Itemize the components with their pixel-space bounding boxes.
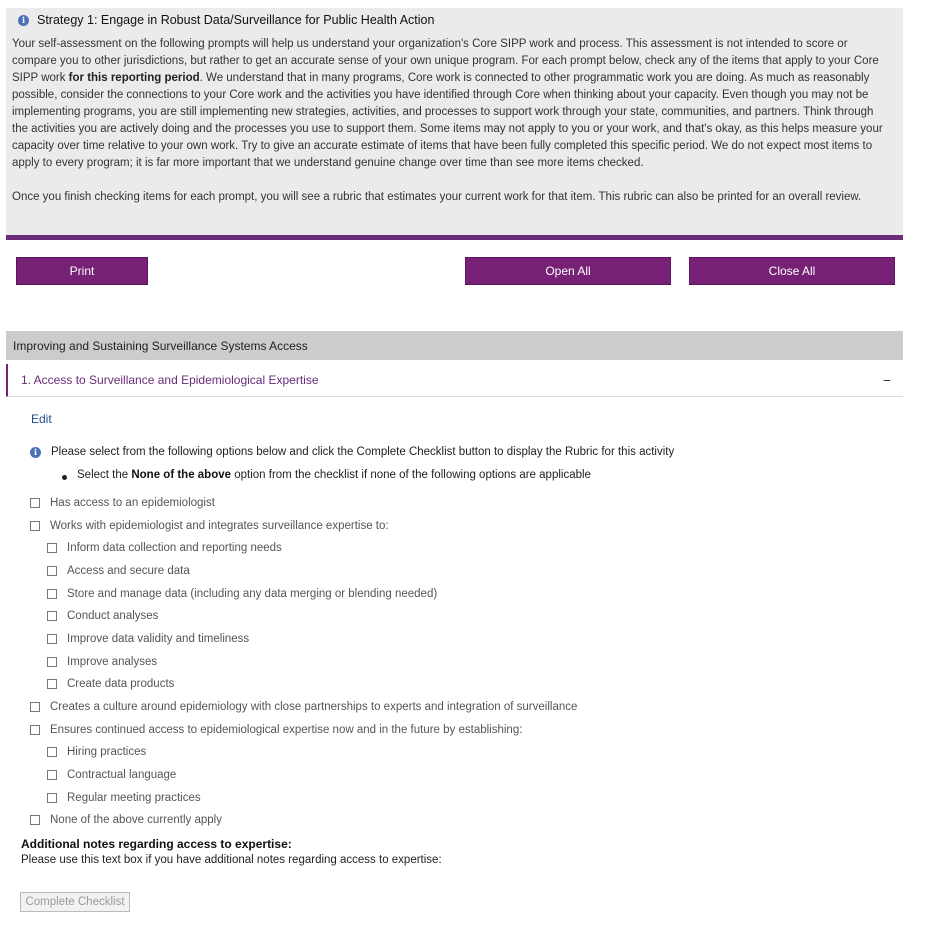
edit-link[interactable]: Edit bbox=[31, 412, 52, 426]
checklist-item[interactable]: Creates a culture around epidemiology with close partnerships to experts and integration of surveillance bbox=[30, 701, 577, 713]
checkbox[interactable] bbox=[47, 793, 57, 803]
notes-subtitle: Please use this text box if you have additional notes regarding access to expertise: bbox=[21, 854, 442, 866]
strategy-title-text: Strategy 1: Engage in Robust Data/Surveillance for Public Health Action bbox=[37, 13, 435, 27]
checklist-subitem[interactable]: Access and secure data bbox=[47, 565, 190, 577]
checklist-subitem[interactable]: Hiring practices bbox=[47, 746, 146, 758]
notes-title: Additional notes regarding access to expertise: bbox=[21, 837, 292, 851]
accordion-title: 1. Access to Surveillance and Epidemiological Expertise bbox=[21, 373, 319, 387]
checkbox[interactable] bbox=[30, 521, 40, 531]
intro-paragraph-2: Once you finish checking items for each prompt, you will see a rubric that estimates your current work for that item. This rubric can also be printed for an overall review. bbox=[12, 191, 862, 203]
section-title: Improving and Sustaining Surveillance Systems Access bbox=[13, 338, 308, 353]
intro-paragraph-1: Your self-assessment on the following prompts will help us understand your organization's Core SIPP work and process. This assessment is not intended to score or compare you to other jurisdictions, but rather to get an accurate sense of your own unique program. For each prompt below, check any of the items that apply to your Core SIPP work for this reporting period. We understand that in many programs, Core work is connected to other programmatic work you are doing. As much as reasonably possible, consider the connections to your Core work and the activities you have identified through Core when thinking about your capacity. Even though you may not be implementing programs, you are still implementing new strategies, activities, and processes to support work through your state, communities, and partners. Think through the activities you are actively doing and the processes you use to support them. Some items may not apply to you or your work, and that's okay, as this helps measure your capacity over time relative to your own work. Try to give an accurate estimate of items that have been fully completed this specific period. We do not expect most items to apply to every program; it is far more important that we understand genuine change over time than see more items checked. bbox=[12, 38, 883, 169]
info-icon: i bbox=[18, 15, 29, 26]
checkbox[interactable] bbox=[47, 611, 57, 621]
strategy-title bbox=[18, 13, 434, 27]
checkbox[interactable] bbox=[47, 543, 57, 553]
instructions-text: Please select from the following options below and click the Complete Checklist button to display the Rubric for this activity bbox=[51, 446, 675, 458]
accordion-header[interactable] bbox=[6, 364, 903, 397]
checklist-subitem[interactable]: Improve analyses bbox=[47, 656, 157, 668]
intro-divider bbox=[6, 235, 903, 240]
section-header bbox=[6, 331, 903, 360]
checkbox[interactable] bbox=[30, 815, 40, 825]
checkbox[interactable] bbox=[47, 634, 57, 644]
checklist-subitem[interactable]: Store and manage data (including any data merging or blending needed) bbox=[47, 588, 437, 600]
checklist-item[interactable]: Works with epidemiologist and integrates surveillance expertise to: bbox=[30, 520, 389, 532]
checklist-subitem[interactable]: Create data products bbox=[47, 678, 174, 690]
intro-text bbox=[12, 36, 892, 223]
checkbox[interactable] bbox=[47, 770, 57, 780]
checklist-subitem[interactable]: Improve data validity and timeliness bbox=[47, 633, 249, 645]
checkbox[interactable] bbox=[47, 657, 57, 667]
collapse-icon[interactable]: − bbox=[882, 372, 891, 388]
checkbox[interactable] bbox=[47, 747, 57, 757]
instructions bbox=[30, 446, 674, 458]
checklist-subitem[interactable]: Regular meeting practices bbox=[47, 792, 201, 804]
checkbox[interactable] bbox=[47, 566, 57, 576]
checkbox[interactable] bbox=[47, 679, 57, 689]
print-button[interactable]: Print bbox=[16, 257, 148, 285]
checklist-subitem[interactable]: Contractual language bbox=[47, 769, 176, 781]
checkbox[interactable] bbox=[30, 702, 40, 712]
close-all-button[interactable]: Close All bbox=[689, 257, 895, 285]
checkbox[interactable] bbox=[30, 725, 40, 735]
checklist-item-none[interactable]: None of the above currently apply bbox=[30, 814, 222, 826]
complete-checklist-button[interactable]: Complete Checklist bbox=[20, 892, 130, 912]
info-icon: i bbox=[30, 447, 41, 458]
instructions-bullet: Select the None of the above option from the checklist if none of the following options are applicable bbox=[62, 469, 591, 481]
checklist-item[interactable]: Has access to an epidemiologist bbox=[30, 497, 215, 509]
checklist-item[interactable]: Ensures continued access to epidemiological expertise now and in the future by establishing: bbox=[30, 724, 522, 736]
checklist-subitem[interactable]: Conduct analyses bbox=[47, 610, 158, 622]
checklist-subitem[interactable]: Inform data collection and reporting needs bbox=[47, 542, 282, 554]
open-all-button[interactable]: Open All bbox=[465, 257, 671, 285]
checkbox[interactable] bbox=[47, 589, 57, 599]
checkbox[interactable] bbox=[30, 498, 40, 508]
